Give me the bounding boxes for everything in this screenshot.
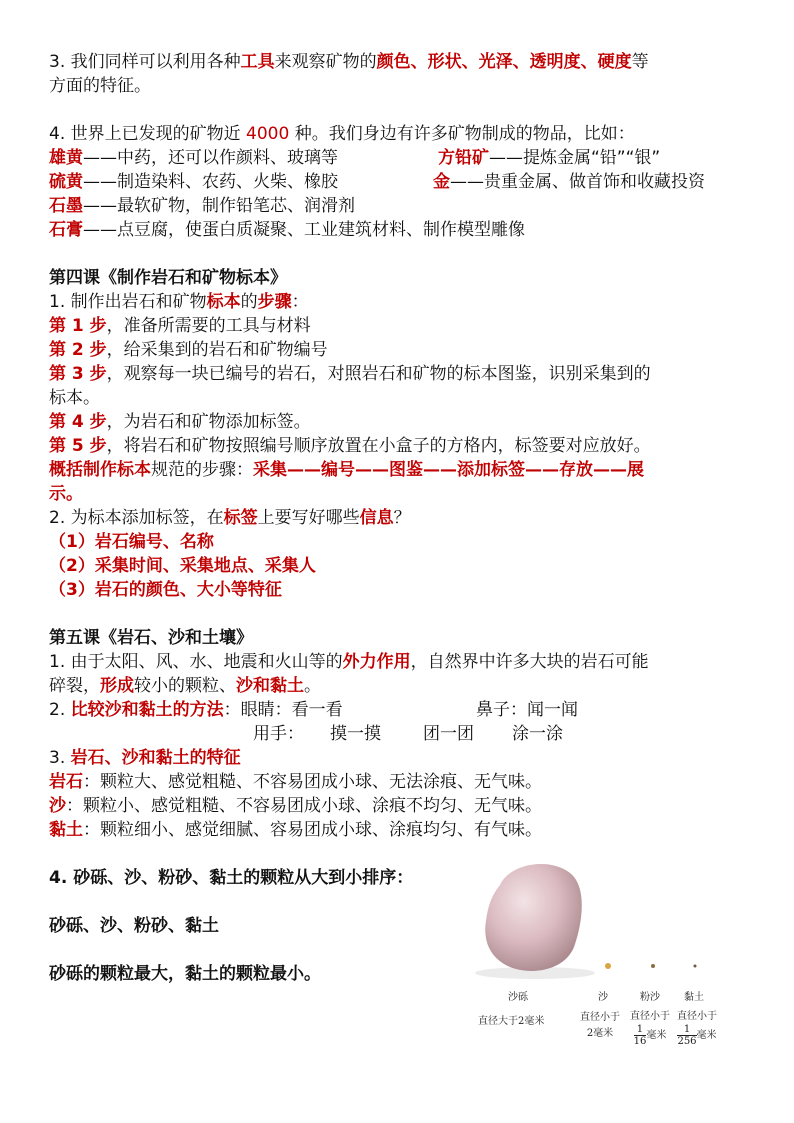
mineral-row-4: 石膏——点豆腐，使蛋白质凝聚、工业建筑材料、制作模型雕像 [49,220,525,240]
mineral-row-2b: 金——贵重金属、做首饰和收藏投资 [433,172,705,192]
lesson5-q1: 1. 由于太阳、风、水、地震和火山等的外力作用，自然界中许多大块的岩石可能 [49,652,649,672]
lesson5-q2-h1: 摸一摸 [330,724,381,744]
steps-summary-cont: 示。 [49,484,83,504]
trait-sand: 沙：颗粒小、感觉粗糙、不容易团成小球、涂痕不均匀、无气味。 [49,796,542,816]
lesson5-q1-cont: 碎裂，形成较小的颗粒、沙和黏土。 [49,676,321,696]
sand-grain [605,963,611,969]
sec3-line1: 3. 我们同样可以利用各种工具来观察矿物的颜色、形状、光泽、透明度、硬度等 [49,52,649,72]
step-2: 第 2 步，给采集到的岩石和矿物编号 [49,340,328,360]
sec3-line2: 方面的特征。 [49,76,151,96]
silt-desc: 直径小于 $\frac{1}{16}$毫米 [630,1011,670,1047]
step-5: 第 5 步，将岩石和矿物按照编号顺序放置在小盒子的方格内，标签要对应放好。 [49,436,651,456]
particle-conclusion: 砂砾的颗粒最大，黏土的颗粒最小。 [49,964,321,984]
lesson4-q1: 1. 制作出岩石和矿物标本的步骤： [49,292,309,312]
gravel-rock [485,864,582,971]
trait-clay: 黏土：颗粒细小、感觉细腻、容易团成小球、涂痕均匀、有气味。 [49,820,542,840]
mineral-row-1: 雄黄——中药，还可以作颜料、玻璃等 [49,148,338,168]
label-sand: 沙 [598,992,608,1003]
trait-rock: 岩石：颗粒大、感觉粗糙、不容易团成小球、无法涂痕、无气味。 [49,772,542,792]
steps-summary: 概括制作标本规范的步骤：采集——编号——图鉴——添加标签——存放——展 [49,460,644,480]
particle-order: 砂砾、沙、粉砂、黏土 [49,916,219,936]
particle-size-figure [470,855,740,1055]
clay-grain [694,965,697,968]
mineral-row-2: 硫黄——制造染料、农药、火柴、橡胶 [49,172,338,192]
step-1: 第 1 步，准备所需要的工具与材料 [49,316,311,336]
sand-desc: 直径小于 2毫米 [580,1012,620,1039]
lesson5-q2-nose: 鼻子：闻一闻 [476,700,578,720]
step-3: 第 3 步，观察每一块已编号的岩石，对照岩石和矿物的标本图鉴，识别采集到的 [49,364,651,384]
lesson4-q2: 2. 为标本添加标签，在标签上要写好哪些信息？ [49,508,411,528]
particle-drawings [470,855,740,985]
lesson5-q4: 4. 砂砾、沙、粉砂、黏土的颗粒从大到小排序： [49,868,414,888]
mineral-row-3: 石墨——最软矿物，制作铅笔芯、润滑剂 [49,196,355,216]
label-clay: 黏土 [684,992,704,1003]
answer-3: （3）岩石的颜色、大小等特征 [49,580,282,600]
mineral-row-1b: 方铅矿——提炼金属“铅”“银” [438,148,661,168]
lesson5-q2-h3: 涂一涂 [512,724,563,744]
step-3-cont: 标本。 [49,388,100,408]
lesson5-q2-h2: 团一团 [423,724,474,744]
lesson4-title: 第四课《制作岩石和矿物标本》 [49,268,287,288]
sec4-intro: 4. 世界上已发现的矿物近 4000 种。我们身边有许多矿物制成的物品，比如： [49,124,635,144]
silt-grain [651,964,655,968]
answer-1: （1）岩石编号、名称 [49,532,214,552]
lesson5-q2: 2. 比较沙和黏土的方法：眼睛：看一看 [49,700,343,720]
answer-2: （2）采集时间、采集地点、采集人 [49,556,316,576]
label-gravel: 沙砾 [508,992,528,1003]
lesson5-title: 第五课《岩石、沙和土壤》 [49,628,253,648]
lesson5-q3: 3. 岩石、沙和黏土的特征 [49,748,241,768]
gravel-desc: 直径大于2毫米 [478,1016,545,1027]
lesson5-q2-hand: 用手： [253,724,304,744]
clay-desc: 直径小于 $\frac{1}{256}$毫米 [677,1011,717,1047]
step-4: 第 4 步，为岩石和矿物添加标签。 [49,412,311,432]
label-silt: 粉沙 [640,992,660,1003]
